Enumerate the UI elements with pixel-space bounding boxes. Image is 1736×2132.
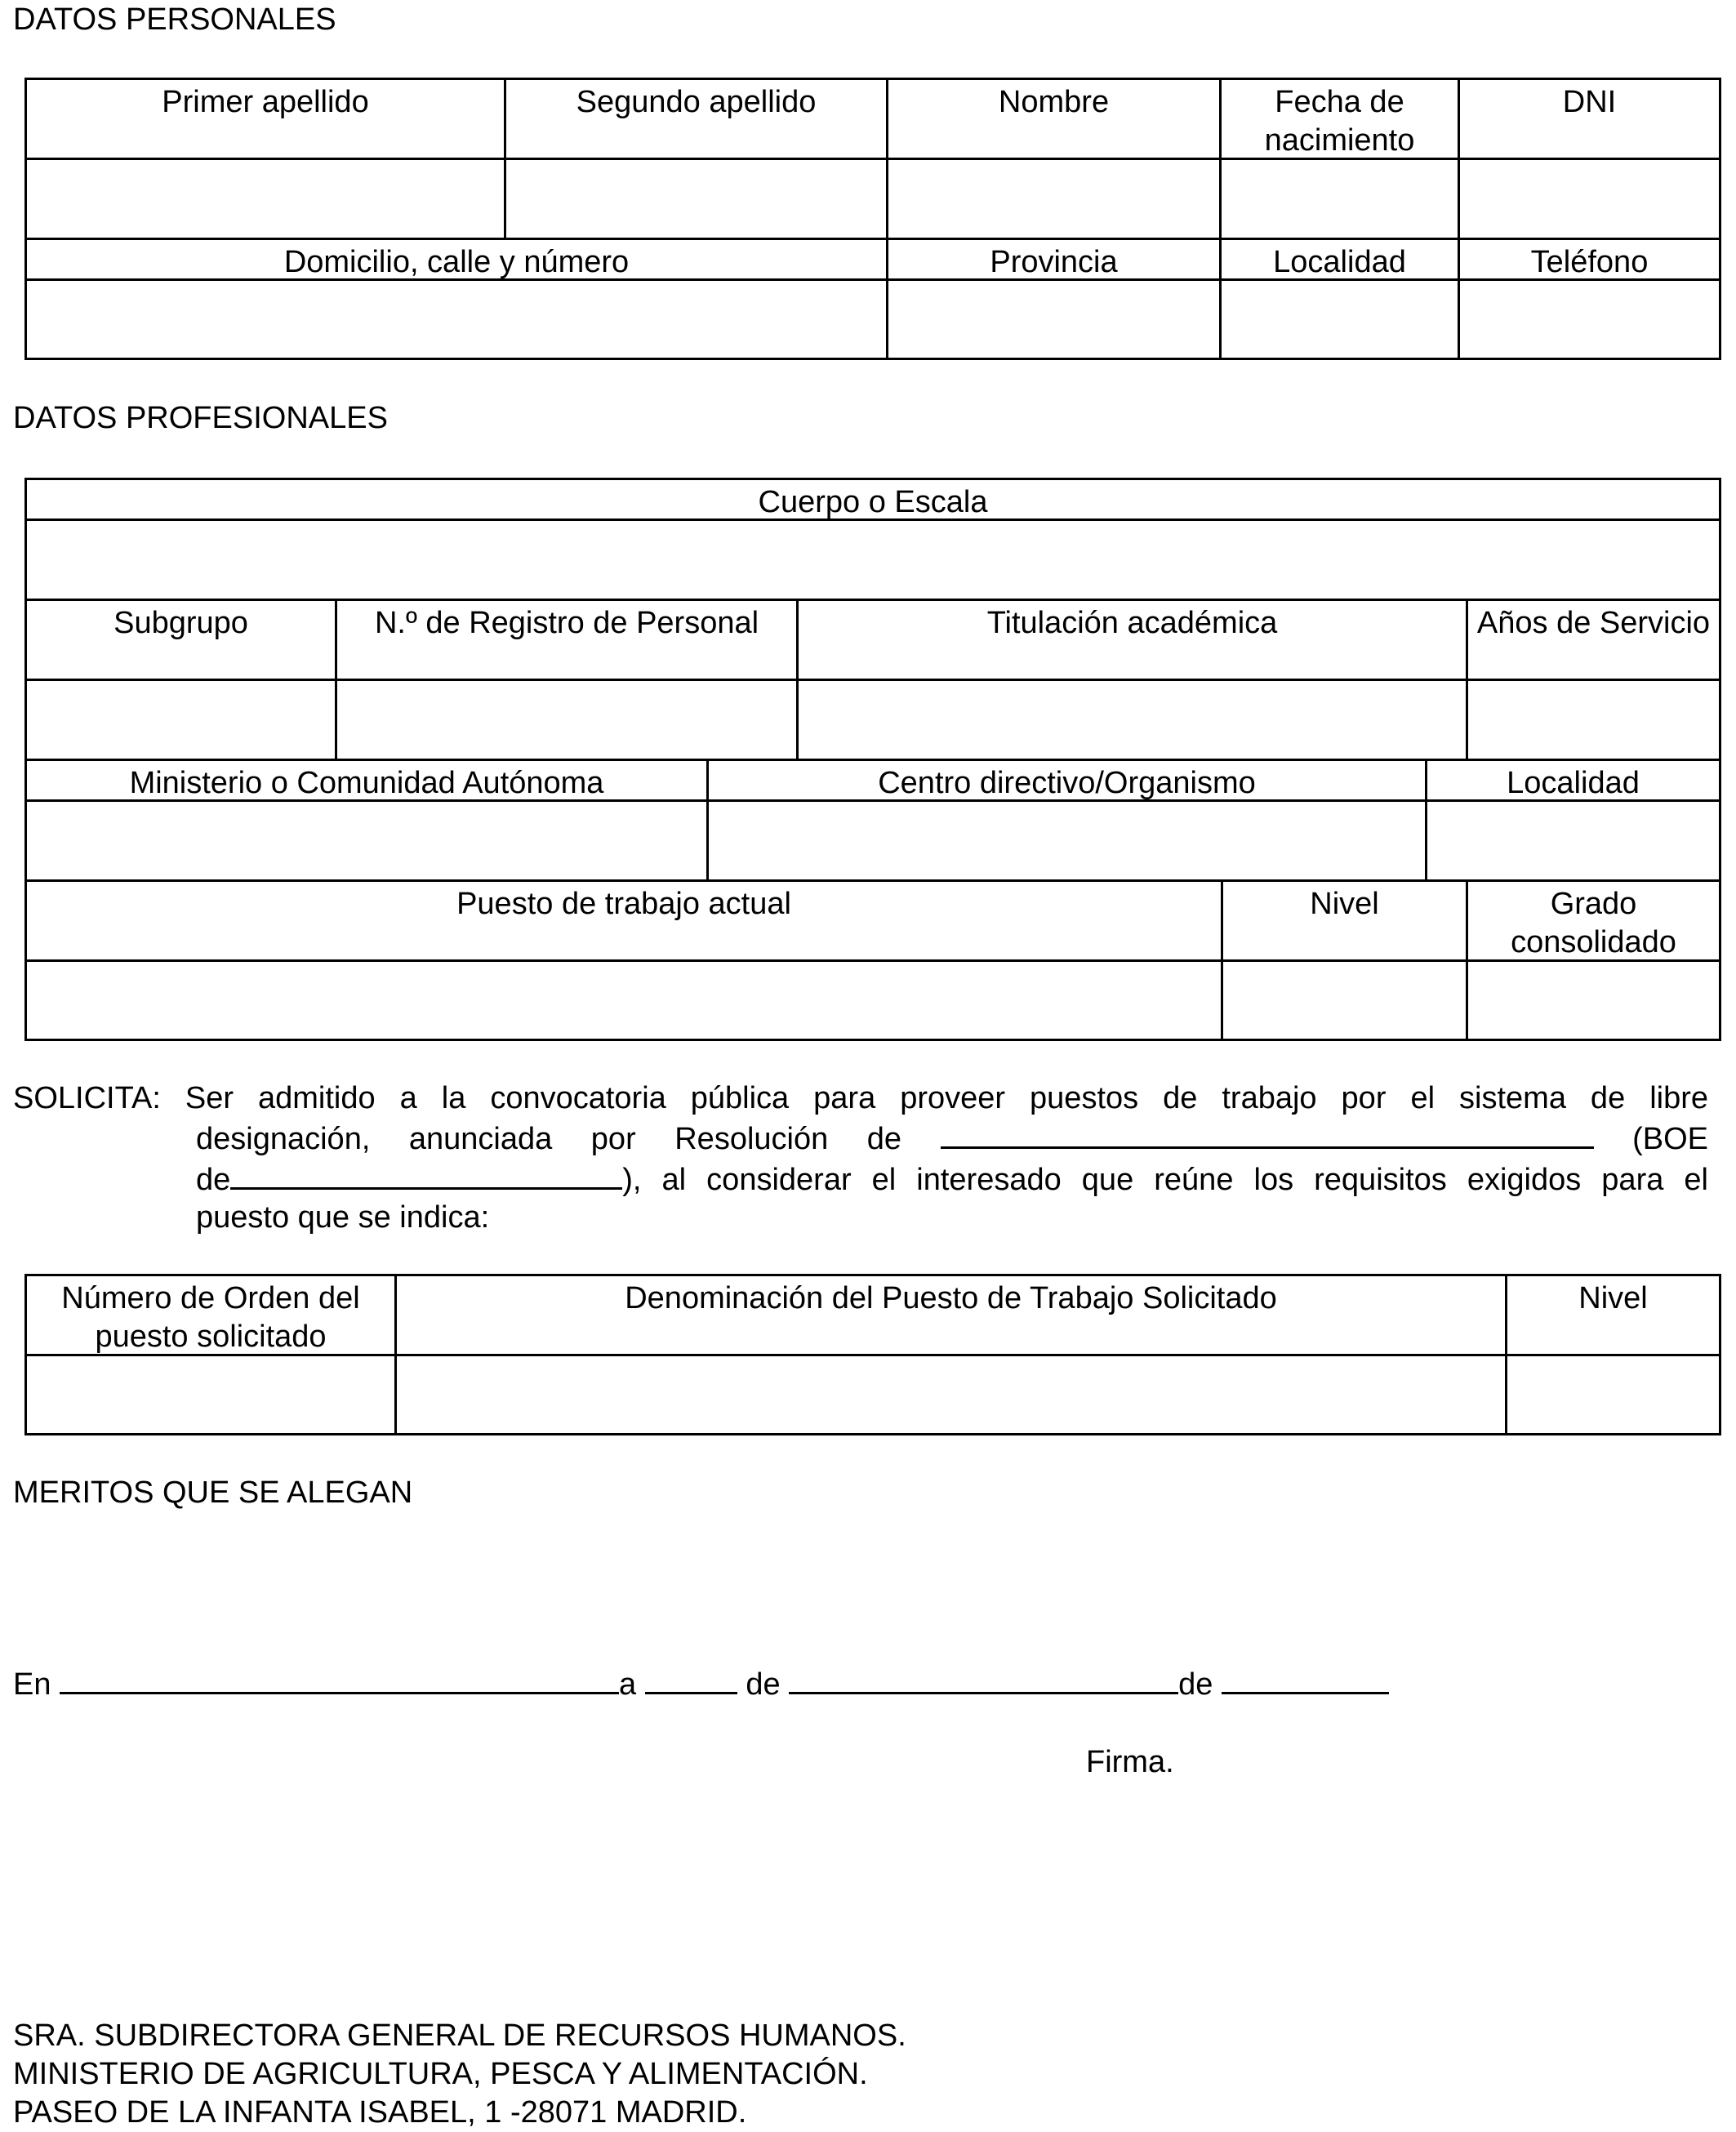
input-ministerio[interactable] [27,802,709,882]
input-cuerpo-escala[interactable] [27,521,1719,601]
mes-blank[interactable] [789,1667,1178,1694]
firma-label: Firma. [1086,1745,1174,1779]
header-provincia: Provincia [888,240,1222,281]
solicita-line-3: de ), al considerar el interesado que reúne los requisitos exigidos para el [13,1158,1708,1199]
input-segundo-apellido[interactable] [506,160,888,240]
resolucion-blank[interactable] [941,1117,1594,1149]
input-grado-consolidado[interactable] [1468,962,1719,1039]
solicita-line-4: puesto que se indica: [196,1200,490,1235]
header-telefono: Teléfono [1460,240,1719,281]
solicita-label: SOLICITA: [13,1081,161,1115]
datos-personales-table [24,78,1721,360]
header-cuerpo-escala: Cuerpo o Escala [27,480,1719,521]
header-anos-servicio: Años de Servicio [1468,601,1719,681]
input-domicilio[interactable] [27,281,888,358]
boe-blank[interactable] [230,1158,622,1190]
header-localidad-prof: Localidad [1427,761,1719,802]
header-segundo-apellido: Segundo apellido [506,80,888,160]
datos-profesionales-table [24,478,1721,1041]
lugar-blank[interactable] [60,1667,619,1694]
header-grado-consolidado: Grado consolidado [1468,882,1719,962]
header-subgrupo: Subgrupo [27,601,337,681]
input-dni[interactable] [1460,160,1719,240]
header-numero-orden: Número de Orden del puesto solicitado [27,1276,397,1356]
header-registro-personal: N.º de Registro de Personal [337,601,799,681]
meritos-area[interactable] [13,1519,1720,1649]
input-nombre[interactable] [888,160,1222,240]
ano-blank[interactable] [1222,1667,1389,1694]
input-localidad-prof[interactable] [1427,802,1719,882]
input-denominacion[interactable] [397,1356,1507,1433]
header-titulacion: Titulación académica [799,601,1468,681]
input-subgrupo[interactable] [27,681,337,761]
solicita-line-2: designación, anunciada por Resolución de (BOE [13,1117,1708,1158]
input-numero-orden[interactable] [27,1356,397,1433]
input-centro-directivo[interactable] [709,802,1427,882]
destinatario [13,2017,906,2132]
datos-profesionales-title: DATOS PROFESIONALES [13,401,388,435]
destinatario-line-2: MINISTERIO DE AGRICULTURA, PESCA Y ALIMENTACIÓN. [13,2057,868,2091]
input-titulacion[interactable] [799,681,1468,761]
fecha-line: En a de de [13,1666,1389,1703]
input-telefono[interactable] [1460,281,1719,358]
puesto-solicitado-table [24,1274,1721,1435]
header-denominacion: Denominación del Puesto de Trabajo Solicitado [397,1276,1507,1356]
solicita-line-1: SOLICITA: Ser admitido a la convocatoria pública para proveer puestos de trabajo por el sistema de libre [13,1081,1708,1115]
dia-blank[interactable] [645,1667,737,1694]
input-anos-servicio[interactable] [1468,681,1719,761]
header-nivel: Nivel [1223,882,1468,962]
header-puesto-actual: Puesto de trabajo actual [27,882,1223,962]
header-fecha-nacimiento: Fecha de nacimiento [1222,80,1460,160]
header-centro-directivo: Centro directivo/Organismo [709,761,1427,802]
header-ministerio: Ministerio o Comunidad Autónoma [27,761,709,802]
destinatario-line-1: SRA. SUBDIRECTORA GENERAL DE RECURSOS HUMANOS. [13,2019,906,2053]
input-provincia[interactable] [888,281,1222,358]
input-primer-apellido[interactable] [27,160,506,240]
meritos-title: MERITOS QUE SE ALEGAN [13,1475,413,1510]
input-nivel[interactable] [1223,962,1468,1039]
input-puesto-actual[interactable] [27,962,1223,1039]
firma-area[interactable] [980,1788,1470,1968]
header-domicilio: Domicilio, calle y número [27,240,888,281]
solicita-paragraph [13,1079,1708,1236]
header-localidad: Localidad [1222,240,1460,281]
input-localidad[interactable] [1222,281,1460,358]
input-nivel-solicitado[interactable] [1507,1356,1719,1433]
header-nivel-solicitado: Nivel [1507,1276,1719,1356]
input-fecha-nacimiento[interactable] [1222,160,1460,240]
datos-personales-title: DATOS PERSONALES [13,2,336,37]
header-dni: DNI [1460,80,1719,160]
header-primer-apellido: Primer apellido [27,80,506,160]
header-nombre: Nombre [888,80,1222,160]
destinatario-line-3: PASEO DE LA INFANTA ISABEL, 1 -28071 MADRID. [13,2095,747,2130]
input-registro-personal[interactable] [337,681,799,761]
